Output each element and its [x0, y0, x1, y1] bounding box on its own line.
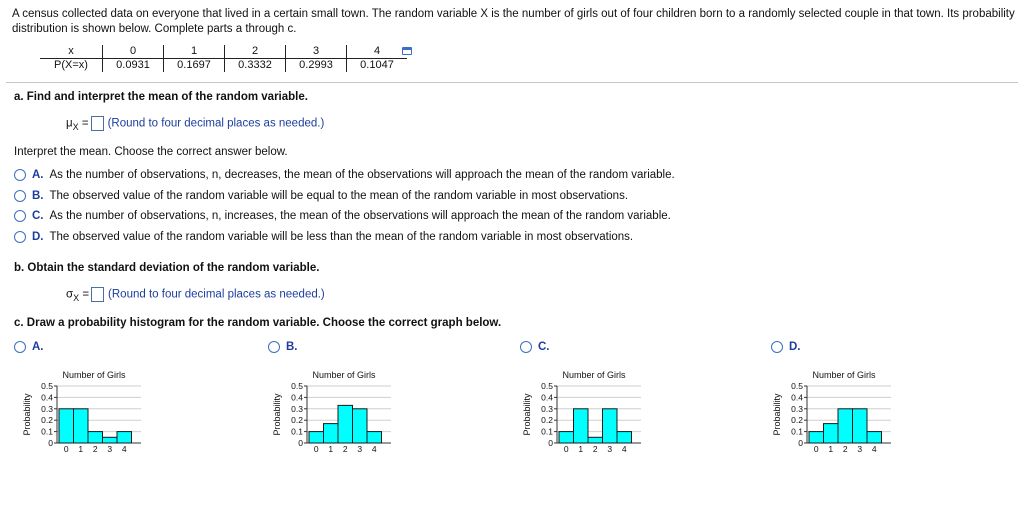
y-axis-label: Probability: [272, 393, 282, 436]
histogram-bar: [853, 409, 868, 443]
histogram-bar: [324, 424, 339, 443]
option-letter: D.: [789, 341, 801, 354]
histogram-bar: [367, 432, 382, 443]
interpret-prompt: Interpret the mean. Choose the correct answer below.: [14, 146, 288, 158]
y-tick-label: 0.2: [291, 415, 303, 426]
y-tick-label: 0.1: [291, 426, 303, 437]
radio-button[interactable]: [14, 341, 26, 353]
mean-input[interactable]: [91, 116, 104, 131]
mean-hint: (Round to four decimal places as needed.): [107, 117, 325, 130]
sd-equals: =: [82, 288, 90, 301]
y-tick-label: 0.4: [791, 392, 803, 403]
option-letter: A.: [32, 169, 44, 182]
x-tick-label: 3: [607, 444, 613, 454]
sd-input[interactable]: [91, 287, 104, 302]
y-tick-label: 0.1: [541, 426, 553, 437]
option-letter: B.: [286, 341, 298, 354]
histogram-bar: [88, 432, 103, 443]
table-row-x: [40, 45, 407, 59]
y-tick-label: 0: [298, 438, 303, 448]
radio-button[interactable]: [14, 190, 26, 202]
option-text: As the number of observations, n, increases, the mean of the observations will approach the mean of the random variable.: [49, 210, 671, 223]
histogram-a: [22, 368, 162, 458]
y-tick-label: 0.4: [541, 392, 553, 403]
x-tick-label: 1: [328, 444, 334, 454]
histogram-bar: [603, 409, 618, 443]
x-tick-label: 4: [871, 444, 877, 454]
x-value: 0: [103, 45, 164, 59]
expand-table-icon[interactable]: [402, 47, 412, 55]
y-tick-label: 0.4: [291, 392, 303, 403]
graph-option-b[interactable]: [268, 341, 304, 353]
x-tick-label: 0: [813, 444, 819, 454]
x-value: 3: [286, 45, 347, 59]
histogram-bar: [309, 432, 324, 443]
graph-option-c[interactable]: [520, 341, 556, 353]
option-letter: C.: [32, 210, 44, 223]
histogram-bar: [559, 432, 574, 443]
mean-symbol: μ: [66, 117, 73, 130]
y-tick-label: 0.3: [291, 403, 303, 414]
y-tick-label: 0.5: [41, 381, 53, 391]
p-value: 0.1697: [164, 59, 225, 73]
y-axis-label: Probability: [522, 393, 532, 436]
p-value: 0.2993: [286, 59, 347, 73]
y-tick-label: 0: [798, 438, 803, 448]
option-letter: B.: [32, 190, 44, 203]
chart-title: Number of Girls: [812, 370, 876, 380]
y-tick-label: 0.5: [541, 381, 553, 391]
histogram-bar: [353, 409, 368, 443]
y-tick-label: 0.1: [791, 426, 803, 437]
histogram-c: [522, 368, 662, 458]
y-tick-label: 0: [548, 438, 553, 448]
x-tick-label: 3: [107, 444, 113, 454]
p-header: P(X=x): [54, 59, 88, 71]
part-a-prompt: a. Find and interpret the mean of the random variable.: [14, 91, 308, 103]
table-row-p: [40, 59, 407, 73]
y-tick-label: 0: [48, 438, 53, 448]
histogram-b: [272, 368, 412, 458]
graph-option-d[interactable]: [771, 341, 807, 353]
mean-equals: =: [81, 117, 89, 130]
x-value: 1: [164, 45, 225, 59]
graph-option-a[interactable]: [14, 341, 50, 353]
x-value: 2: [225, 45, 286, 59]
x-tick-label: 4: [621, 444, 627, 454]
histogram-bar: [838, 409, 853, 443]
radio-button[interactable]: [268, 341, 280, 353]
y-tick-label: 0.5: [791, 381, 803, 391]
x-tick-label: 2: [92, 444, 98, 454]
histogram-bar: [617, 432, 632, 443]
probability-distribution-table: [40, 45, 407, 72]
sd-subscript: X: [73, 292, 80, 303]
x-tick-label: 4: [371, 444, 377, 454]
sd-answer-row: [66, 287, 325, 303]
y-tick-label: 0.3: [541, 403, 553, 414]
histogram-bar: [74, 409, 89, 443]
p-value: 0.0931: [103, 59, 164, 73]
histogram-bar: [117, 432, 132, 443]
option-letter: D.: [32, 231, 44, 244]
mean-answer-row: [66, 116, 324, 132]
histogram-bar: [867, 432, 882, 443]
histogram-bar: [574, 409, 589, 443]
option-c[interactable]: [14, 210, 671, 222]
histogram-bar: [824, 424, 839, 443]
x-tick-label: 2: [842, 444, 848, 454]
radio-button[interactable]: [14, 210, 26, 222]
histogram-svg: [522, 368, 662, 458]
p-value: 0.1047: [347, 59, 408, 73]
chart-title: Number of Girls: [62, 370, 126, 380]
option-letter: A.: [32, 341, 44, 354]
histogram-svg: [772, 368, 912, 458]
x-tick-label: 1: [78, 444, 84, 454]
y-tick-label: 0.4: [41, 392, 53, 403]
radio-button[interactable]: [771, 341, 783, 353]
chart-title: Number of Girls: [562, 370, 626, 380]
option-a[interactable]: [14, 169, 675, 181]
y-tick-label: 0.3: [41, 403, 53, 414]
x-header: x: [40, 45, 103, 59]
histogram-bar: [588, 437, 603, 443]
histogram-svg: [272, 368, 412, 458]
y-tick-label: 0.5: [291, 381, 303, 391]
radio-button[interactable]: [14, 169, 26, 181]
histogram-svg: [22, 368, 162, 458]
x-tick-label: 3: [357, 444, 363, 454]
option-d[interactable]: [14, 231, 633, 243]
radio-button[interactable]: [520, 341, 532, 353]
radio-button[interactable]: [14, 231, 26, 243]
y-tick-label: 0.2: [541, 415, 553, 426]
x-tick-label: 1: [578, 444, 584, 454]
x-tick-label: 2: [592, 444, 598, 454]
x-tick-label: 4: [121, 444, 127, 454]
part-b-prompt: b. Obtain the standard deviation of the random variable.: [14, 262, 320, 274]
sd-hint: (Round to four decimal places as needed.): [108, 288, 325, 301]
x-tick-label: 3: [857, 444, 863, 454]
problem-intro: A census collected data on everyone that lived in a certain small town. The random variable X is the number of girls out of four children born to a randomly selected couple in that town. Its probability distribution is shown below. Complete parts a through c.: [12, 8, 1015, 35]
y-tick-label: 0.2: [791, 415, 803, 426]
histogram-bar: [338, 405, 353, 443]
option-letter: C.: [538, 341, 550, 354]
x-tick-label: 0: [63, 444, 69, 454]
option-text: As the number of observations, n, decreases, the mean of the observations will approach the mean of the random variable.: [49, 169, 675, 182]
y-axis-label: Probability: [772, 393, 782, 436]
x-tick-label: 0: [563, 444, 569, 454]
y-tick-label: 0.2: [41, 415, 53, 426]
option-text: The observed value of the random variable will be equal to the mean of the random variable in most observations.: [49, 190, 629, 203]
y-axis-label: Probability: [22, 393, 32, 436]
histogram-bar: [59, 409, 74, 443]
chart-title: Number of Girls: [312, 370, 376, 380]
option-b[interactable]: [14, 190, 628, 202]
x-tick-label: 0: [313, 444, 319, 454]
divider: [6, 82, 1018, 83]
histogram-bar: [809, 432, 824, 443]
x-tick-label: 1: [828, 444, 834, 454]
mean-subscript: X: [72, 121, 79, 132]
sd-symbol: σ: [66, 288, 74, 301]
y-tick-label: 0.1: [41, 426, 53, 437]
x-tick-label: 2: [342, 444, 348, 454]
part-c-prompt: c. Draw a probability histogram for the random variable. Choose the correct graph below.: [14, 317, 502, 329]
histogram-d: [772, 368, 912, 458]
histogram-bar: [103, 437, 118, 443]
y-tick-label: 0.3: [791, 403, 803, 414]
x-value: 4: [347, 45, 408, 59]
option-text: The observed value of the random variable will be less than the mean of the random variable in most observations.: [49, 231, 634, 244]
p-value: 0.3332: [225, 59, 286, 73]
